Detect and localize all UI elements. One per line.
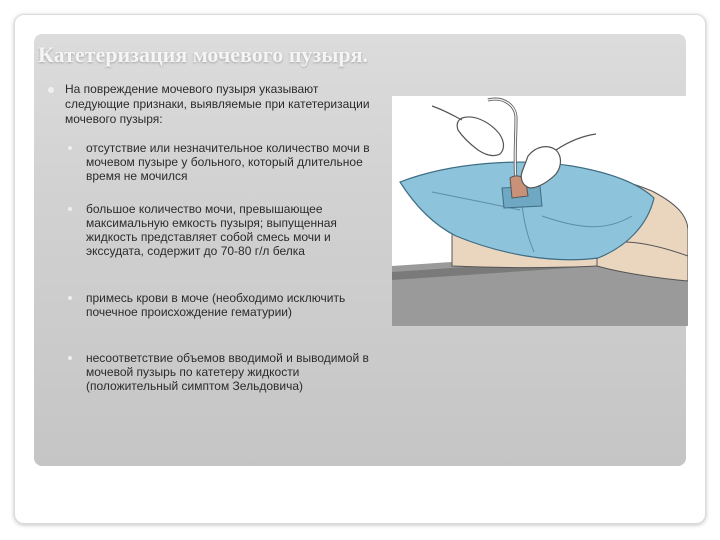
list-item [68,351,386,393]
list-item-text: отсутствие или незначительное количество мочи в мочевом пузыре у больного, который длительное время не мочился [86,141,370,183]
slide-title: Катетеризация мочевого пузыря. [38,42,369,67]
list-item [68,141,386,183]
bullet-dot-icon [68,146,72,150]
list-item [68,202,386,258]
catheter-illustration-icon [392,96,688,326]
bullet-dot-icon [68,296,72,300]
list-item-text: большое количество мочи, превышающее максимальную емкость пузыря; выпущенная жидкость представляет собой смесь мочи и экссудата, содержит до 70-80 г/л белка [86,202,337,258]
intro-text: На повреждение мочевого пузыря указывают следующие признаки, выявляемые при катетеризации мочевого пузыря: [65,82,370,126]
list-item-text: примесь крови в моче (необходимо исключить почечное происхождение гематурии) [86,291,346,319]
bullet-dot-icon [48,87,54,93]
list-item-text: несоответствие объемов вводимой и выводимой в мочевой пузырь по катетеру жидкости (положительный симптом Зельдовича) [86,351,369,393]
bullet-dot-icon [68,207,72,211]
list-item [68,291,386,319]
bullet-dot-icon [68,356,72,360]
intro-bullet [48,82,383,127]
catheter-illustration [392,96,688,326]
